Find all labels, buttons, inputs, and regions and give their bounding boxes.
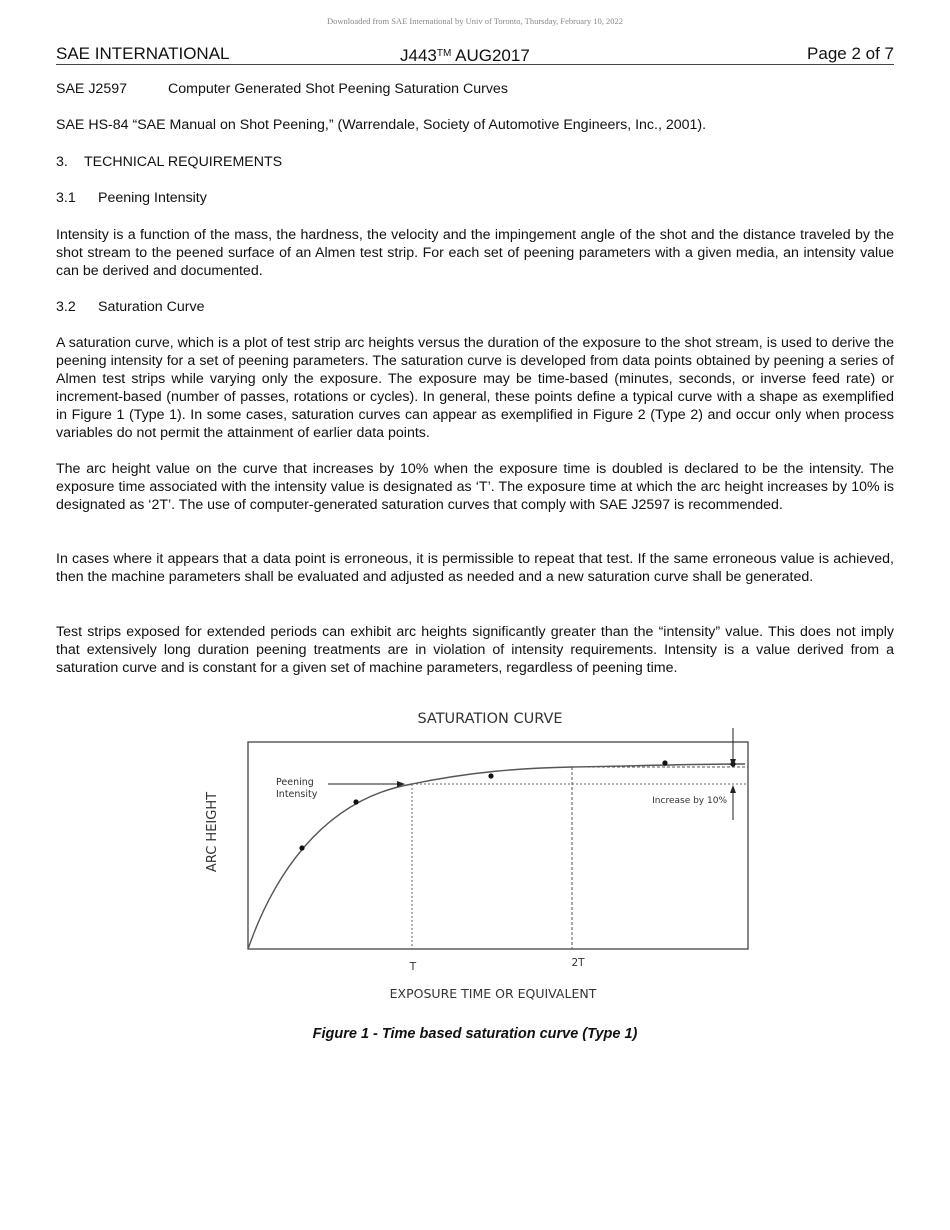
x-axis-label: EXPOSURE TIME OR EQUIVALENT <box>389 986 597 1001</box>
data-point <box>662 760 667 765</box>
plot-frame <box>248 742 748 949</box>
data-point <box>353 799 358 804</box>
x-tick-2t: 2T <box>571 957 585 969</box>
paragraph-extended-exposure: Test strips exposed for extended periods can exhibit arc heights significantly greater than the “intensity” value. This does not imply that extensively long duration peening treatments are in violation of intensity requirements. Intensity is a value derived from a saturation curve and is constant for a given set of machine parameters, regardless of peening time. <box>56 624 894 676</box>
section-3-heading: 3. TECHNICAL REQUIREMENTS <box>56 154 283 170</box>
data-point <box>488 773 493 778</box>
reference-id: SAE J2597 <box>56 81 127 97</box>
x-tick-t: T <box>409 961 417 973</box>
download-watermark: Downloaded from SAE International by Univ of Toronto, Thursday, February 10, 2022 <box>327 16 623 26</box>
data-point <box>299 845 304 850</box>
paragraph-intensity: Intensity is a function of the mass, the hardness, the velocity and the impingement angle of the shot and the distance traveled by the shot stream to the peened surface of an Almen test strip. For each set of peening parameters with a given media, an intensity value can be derived and documented. <box>56 227 894 279</box>
section-3-2-heading: 3.2 Saturation Curve <box>56 299 205 315</box>
section-3-1-heading: 3.1 Peening Intensity <box>56 190 207 206</box>
document-id: J443™ AUG2017 <box>400 46 530 65</box>
peening-intensity-label-line1: Peening <box>276 777 314 788</box>
paragraph-saturation-curve: A saturation curve, which is a plot of test strip arc heights versus the duration of the exposure to the shot stream, is used to derive the peening intensity for a set of peening parameters. The saturation curve is developed from data points obtained by peening a series of Almen test strips while varying only the exposure. The exposure may be time-based (minutes, seconds, or inverse feed rate) or increment-based (number of passes, rotations or cycles). In general, these points define a typical curve with a shape as exemplified in Figure 1 (Type 1). In some cases, saturation curves can appear as exemplified in Figure 2 (Type 2) and occur only when process variables do not permit the attainment of earlier data points. <box>56 335 894 441</box>
page-number: Page 2 of 7 <box>807 44 894 63</box>
peening-intensity-label-line2: Intensity <box>276 789 318 800</box>
publisher-name: SAE INTERNATIONAL <box>56 44 230 63</box>
saturation-curve-line <box>248 764 745 949</box>
paragraph-erroneous-point: In cases where it appears that a data point is erroneous, it is permissible to repeat that test. If the same erroneous value is achieved, then the machine parameters shall be evaluated and adjusted as needed and a new saturation curve shall be generated. <box>56 551 894 585</box>
y-axis-label: ARC HEIGHT <box>205 791 220 873</box>
chart-title: SATURATION CURVE <box>417 711 563 727</box>
increase-by-10-label: Increase by 10% <box>652 796 727 806</box>
paragraph-arc-height: The arc height value on the curve that increases by 10% when the exposure time is doubled is declared to be the intensity. The exposure time associated with the intensity value is designated as ‘T’. The exposure time at which the arc height increases by 10% is designated as ‘2T’. The use of computer-generated saturation curves that comply with SAE J2597 is recommended. <box>56 461 894 513</box>
figure-caption: Figure 1 - Time based saturation curve (Type 1) <box>312 1026 638 1042</box>
reference-title: Computer Generated Shot Peening Saturation Curves <box>168 81 508 97</box>
reference-hs84: SAE HS-84 “SAE Manual on Shot Peening,” (Warrendale, Society of Automotive Engineers, Inc., 2001). <box>56 117 707 133</box>
